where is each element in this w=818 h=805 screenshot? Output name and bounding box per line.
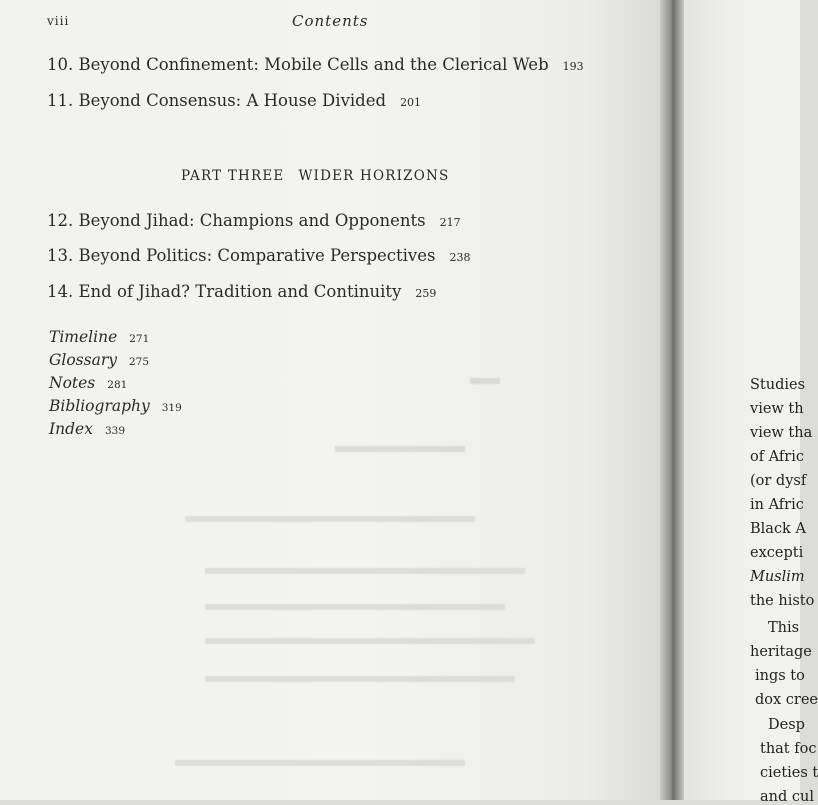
page-title: Contents <box>292 12 369 30</box>
part-label: PART THREE <box>181 168 285 184</box>
back-matter-entry <box>49 374 127 392</box>
back-matter-page: 271 <box>129 333 150 345</box>
text-fragment: This <box>768 620 800 636</box>
part-heading <box>181 168 449 184</box>
text-fragment: view th <box>750 401 804 417</box>
back-matter-entry <box>49 397 182 415</box>
toc-entry <box>47 55 584 74</box>
text-fragment: (or dysf <box>750 473 807 489</box>
toc-entry-page: 259 <box>415 287 437 300</box>
text-fragment: heritage <box>750 644 812 660</box>
toc-entry <box>47 282 436 301</box>
toc-entry-page: 193 <box>562 60 584 73</box>
toc-entry-page: 217 <box>439 216 461 229</box>
text-fragment: excepti <box>750 545 804 561</box>
text-fragment: cieties t <box>760 765 818 781</box>
show-through-texture <box>175 760 465 766</box>
part-title: WIDER HORIZONS <box>298 168 450 184</box>
toc-entry <box>47 91 421 110</box>
toc-entry-label: 11. Beyond Consensus: A House Divided <box>47 91 387 110</box>
back-matter-entry <box>49 351 149 369</box>
back-matter-label: Glossary <box>49 351 117 369</box>
text-fragment: that foc <box>760 741 817 757</box>
right-page <box>684 0 818 805</box>
text-fragment: and cul <box>760 789 814 805</box>
back-matter-label: Bibliography <box>49 397 150 415</box>
toc-entry-label: 14. End of Jihad? Tradition and Continuity <box>47 282 402 301</box>
show-through-texture <box>205 604 505 610</box>
show-through-texture <box>185 516 475 522</box>
text-fragment: dox cree <box>755 692 818 708</box>
back-matter-page: 319 <box>161 402 182 414</box>
show-through-texture <box>205 638 535 644</box>
text-fragment: the histo <box>750 593 815 609</box>
toc-entry-page: 201 <box>400 96 422 109</box>
toc-entry-page: 238 <box>449 251 471 264</box>
text-fragment: Black A <box>750 521 806 537</box>
back-matter-label: Index <box>49 420 93 438</box>
back-matter-page: 339 <box>104 425 125 437</box>
text-fragment: view tha <box>750 425 813 441</box>
toc-entry-label: 10. Beyond Confinement: Mobile Cells and the Clerical Web <box>47 55 549 74</box>
toc-entry <box>47 246 470 265</box>
text-fragment: Muslim <box>750 569 805 585</box>
show-through-texture <box>205 568 525 574</box>
book-gutter <box>660 0 684 800</box>
toc-entry <box>47 211 461 230</box>
show-through-texture <box>205 676 515 682</box>
back-matter-label: Timeline <box>49 328 118 346</box>
back-matter-entry <box>49 328 149 346</box>
back-matter-page: 281 <box>107 379 128 391</box>
show-through-texture <box>335 446 465 452</box>
show-through-texture <box>470 378 500 384</box>
text-fragment: ings to <box>755 668 805 684</box>
page-number: viii <box>47 14 70 28</box>
back-matter-entry <box>49 420 125 438</box>
text-fragment: Studies <box>750 377 806 393</box>
text-fragment: of Afric <box>750 449 804 465</box>
text-fragment: in Afric <box>750 497 804 513</box>
text-fragment: Desp <box>768 717 805 733</box>
back-matter-label: Notes <box>49 374 96 392</box>
back-matter-page: 275 <box>129 356 150 368</box>
toc-entry-label: 13. Beyond Politics: Comparative Perspectives <box>47 246 436 265</box>
toc-entry-label: 12. Beyond Jihad: Champions and Opponents <box>47 211 426 230</box>
